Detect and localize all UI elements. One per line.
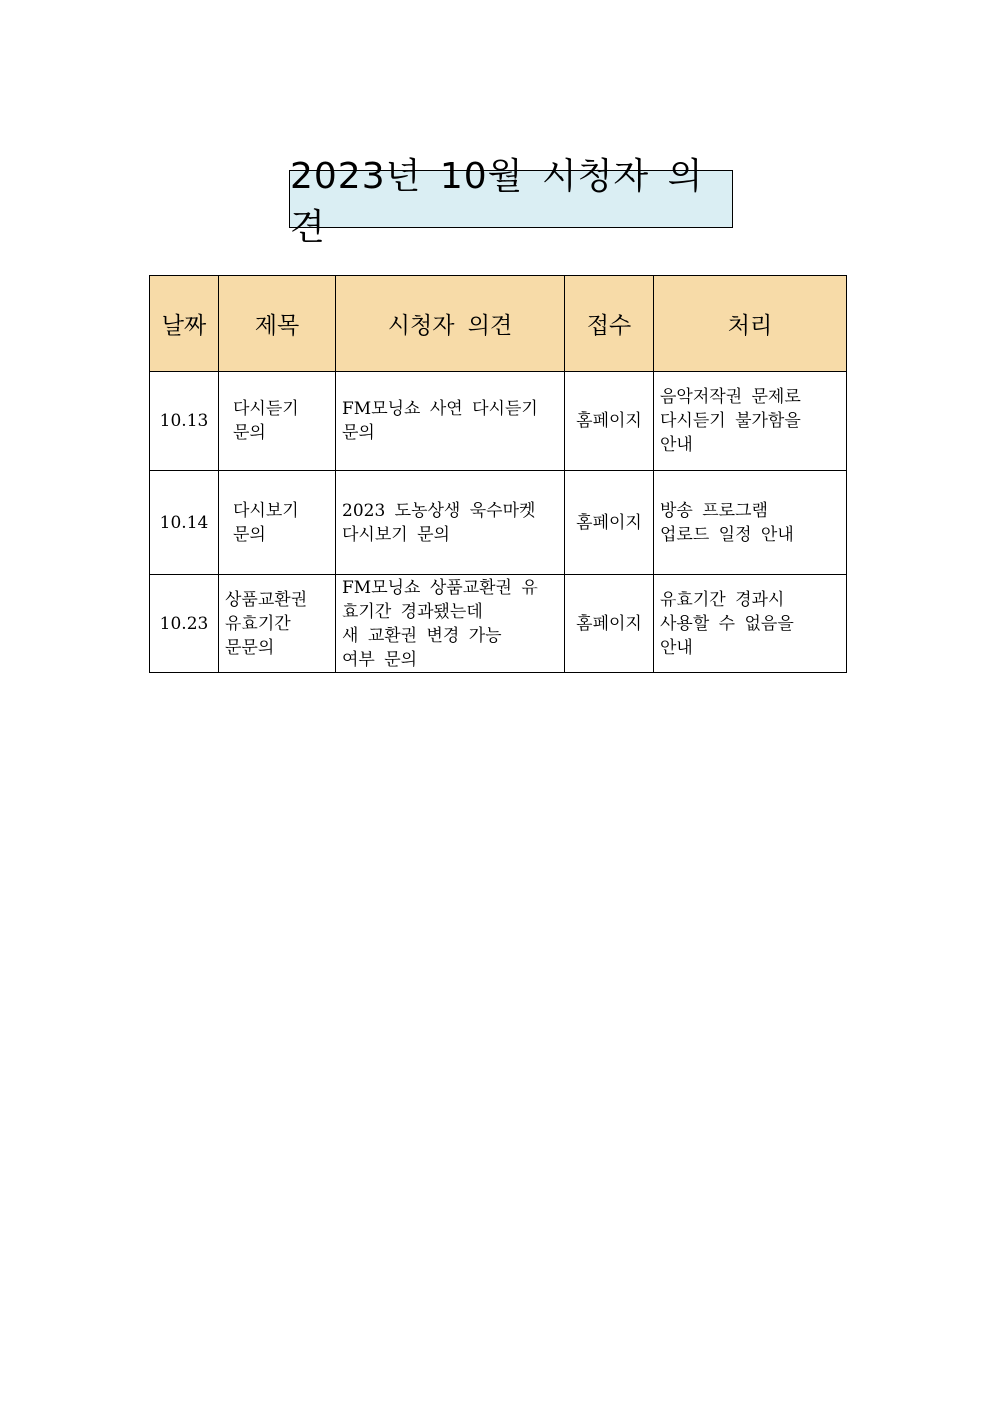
opinion-line: 새 교환권 변경 가능 [342, 625, 502, 646]
subject-line: 다시듣기 [233, 399, 299, 419]
cell-channel: 홈페이지 [565, 471, 654, 575]
table-header-row [150, 276, 847, 372]
cell-date: 10.14 [150, 471, 219, 575]
subject-line: 문의 [233, 423, 266, 443]
subject-line: 다시보기 [233, 500, 299, 521]
opinion-line: 2023 도농상생 욱수마켓 [342, 500, 536, 521]
viewer-opinions-table [149, 275, 847, 673]
cell-handling [654, 575, 847, 673]
handling-line: 사용할 수 없음을 [660, 613, 794, 634]
handling-line: 음악저작권 문제로 [660, 387, 801, 407]
cell-opinion [336, 575, 565, 673]
handling-line: 안내 [660, 637, 693, 658]
header-channel: 접수 [565, 276, 654, 372]
header-handling: 처리 [654, 276, 847, 372]
header-date: 날짜 [150, 276, 219, 372]
cell-subject [219, 471, 336, 575]
document-title-box [289, 156, 733, 248]
subject-line: 문의 [233, 524, 266, 545]
cell-subject [219, 372, 336, 471]
cell-date: 10.23 [150, 575, 219, 673]
table-row [150, 471, 847, 575]
header-subject: 제목 [219, 276, 336, 372]
handling-line: 다시듣기 불가함을 [660, 411, 801, 431]
cell-date: 10.13 [150, 372, 219, 471]
cell-opinion [336, 372, 565, 471]
handling-line: 방송 프로그램 [660, 500, 768, 521]
table-row [150, 575, 847, 673]
opinion-line: 여부 문의 [342, 649, 418, 670]
header-opinion: 시청자 의견 [336, 276, 565, 372]
document-title: 2023년 10월 시청자 의견 [290, 156, 704, 248]
opinion-line: 다시보기 문의 [342, 524, 450, 545]
opinion-line: 문의 [342, 423, 375, 443]
cell-channel: 홈페이지 [565, 372, 654, 471]
opinion-line: 효기간 경과됐는데 [342, 601, 483, 622]
subject-line: 문문의 [225, 637, 275, 658]
cell-handling [654, 372, 847, 471]
opinion-line: FM모닝쇼 사연 다시듣기 [342, 399, 538, 419]
handling-line: 유효기간 경과시 [660, 589, 785, 610]
handling-line: 업로드 일정 안내 [660, 524, 794, 545]
cell-channel: 홈페이지 [565, 575, 654, 673]
cell-subject [219, 575, 336, 673]
handling-line: 안내 [660, 435, 693, 455]
subject-line: 상품교환권 [225, 589, 308, 610]
opinion-line: FM모닝쇼 상품교환권 유 [342, 577, 538, 598]
cell-opinion [336, 471, 565, 575]
subject-line: 유효기간 [225, 613, 291, 634]
table-row [150, 372, 847, 471]
cell-handling [654, 471, 847, 575]
